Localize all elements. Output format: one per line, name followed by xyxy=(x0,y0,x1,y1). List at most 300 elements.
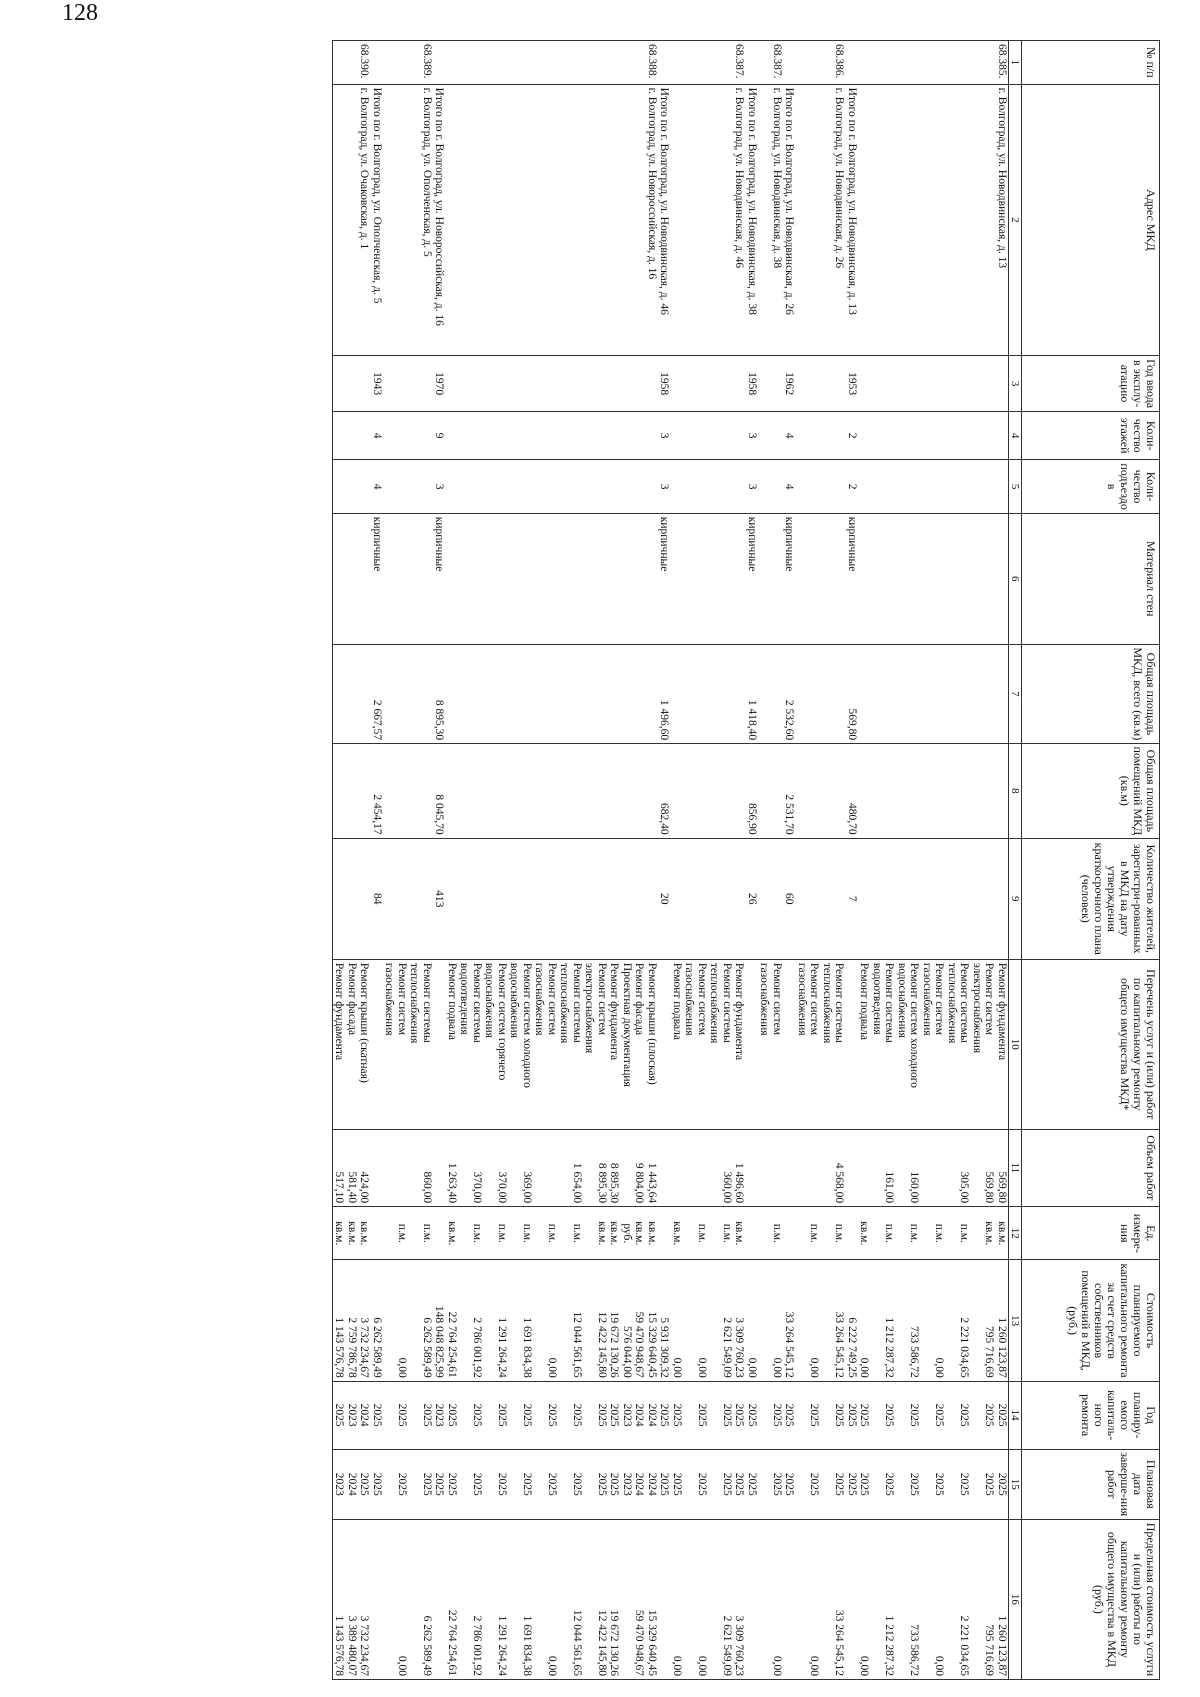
cell-c15: 2025 xyxy=(771,1449,784,1519)
cell-c12 xyxy=(408,1207,421,1260)
cell-c13: 0,00 xyxy=(808,1260,821,1381)
table-row xyxy=(346,41,359,1680)
cell-c10: Ремонт систем xyxy=(696,959,709,1129)
cell-c15: 2025 xyxy=(833,1449,846,1519)
cell-c6 xyxy=(633,513,646,644)
cell-c14: 2023 xyxy=(621,1381,634,1449)
cell-c2 xyxy=(858,84,871,356)
cell-c14: 2025 xyxy=(858,1381,871,1449)
cell-c14: 2025 xyxy=(658,1381,671,1449)
cell-c14 xyxy=(533,1381,546,1449)
cell-c15: 2025 xyxy=(446,1449,459,1519)
cell-c12: п.м. xyxy=(546,1207,559,1260)
cell-c1: 68.387. xyxy=(733,41,746,85)
cell-c13: 2 621 549,09 xyxy=(721,1260,734,1381)
cell-c7 xyxy=(546,644,559,743)
cell-c15 xyxy=(708,1449,721,1519)
cell-c14 xyxy=(383,1381,396,1449)
cell-c2 xyxy=(946,84,959,356)
cell-c13: 3 309 760,23 xyxy=(733,1260,746,1381)
cell-c3 xyxy=(421,356,434,412)
col-num-14: 14 xyxy=(1009,1381,1022,1449)
cell-c15 xyxy=(408,1449,421,1519)
cell-c8 xyxy=(796,744,809,839)
cell-c4: 3 xyxy=(658,411,671,459)
cell-c12: кв.м. xyxy=(633,1207,646,1260)
col-num-16: 16 xyxy=(1009,1519,1022,1679)
cell-c4 xyxy=(583,411,596,459)
cell-c8 xyxy=(521,744,534,839)
cell-c12 xyxy=(896,1207,909,1260)
table-row xyxy=(858,41,871,1680)
cell-c2 xyxy=(558,84,571,356)
cell-c14 xyxy=(583,1381,596,1449)
cell-c8 xyxy=(946,744,959,839)
cell-c9 xyxy=(633,838,646,959)
cell-c12: п.м. xyxy=(933,1207,946,1260)
cell-c7 xyxy=(383,644,396,743)
cell-c10 xyxy=(846,959,859,1129)
table-row xyxy=(896,41,909,1680)
cell-c15: 2025 xyxy=(471,1449,484,1519)
table-row xyxy=(796,41,809,1680)
cell-c14 xyxy=(946,1381,959,1449)
cell-c12: п.м. xyxy=(421,1207,434,1260)
table-row xyxy=(683,41,696,1680)
cell-c6: кирпичные xyxy=(746,513,759,644)
cell-c5 xyxy=(708,460,721,513)
table-row xyxy=(658,41,671,1680)
cell-c1 xyxy=(671,41,684,85)
cell-c1 xyxy=(896,41,909,85)
table-row xyxy=(733,41,746,1680)
cell-c6: кирпичные xyxy=(371,513,384,644)
cell-c6: кирпичные xyxy=(433,513,446,644)
cell-c15: 2025 xyxy=(433,1449,446,1519)
cell-c3 xyxy=(508,356,521,412)
table-row xyxy=(808,41,821,1680)
cell-c1 xyxy=(721,41,734,85)
cell-c7 xyxy=(396,644,409,743)
cell-c15: 2025 xyxy=(371,1449,384,1519)
cell-c12 xyxy=(971,1207,984,1260)
cell-c11 xyxy=(658,1129,671,1207)
cell-c10: Ремонт систем холодного xyxy=(908,959,921,1129)
cell-c8 xyxy=(708,744,721,839)
cell-c9: 26 xyxy=(746,838,759,959)
cell-c11 xyxy=(921,1129,934,1207)
table-row xyxy=(558,41,571,1680)
cell-c2 xyxy=(796,84,809,356)
cell-c15: 2025 xyxy=(671,1449,684,1519)
cell-c5 xyxy=(458,460,471,513)
cell-c1 xyxy=(883,41,896,85)
cell-c3 xyxy=(496,356,509,412)
cell-c15: 2024 xyxy=(646,1449,659,1519)
cell-c5 xyxy=(796,460,809,513)
cell-c6: кирпичные xyxy=(846,513,859,644)
cell-c16: 1 143 576,78 xyxy=(333,1519,346,1679)
cell-c7: 1 418,40 xyxy=(746,644,759,743)
cell-c6 xyxy=(546,513,559,644)
cell-c11: 517,10 xyxy=(333,1129,346,1207)
cell-c12 xyxy=(483,1207,496,1260)
cell-c9 xyxy=(946,838,959,959)
cell-c6 xyxy=(958,513,971,644)
cell-c6 xyxy=(946,513,959,644)
cell-c14: 2024 xyxy=(633,1381,646,1449)
cell-c10: газоснабжения xyxy=(921,959,934,1129)
cell-c1 xyxy=(571,41,584,85)
cell-c7 xyxy=(983,644,996,743)
cell-c15: 2025 xyxy=(883,1449,896,1519)
cell-c14 xyxy=(708,1381,721,1449)
table-row xyxy=(371,41,384,1680)
cell-c11: 569,80 xyxy=(996,1129,1009,1207)
cell-c6 xyxy=(758,513,771,644)
cell-c5 xyxy=(546,460,559,513)
cell-c11 xyxy=(808,1129,821,1207)
cell-c13: 0,00 xyxy=(746,1260,759,1381)
cell-c12 xyxy=(796,1207,809,1260)
cell-c16 xyxy=(383,1519,396,1679)
cell-c8 xyxy=(996,744,1009,839)
cell-c14: 2025 xyxy=(746,1381,759,1449)
cell-c14: 2025 xyxy=(996,1381,1009,1449)
cell-c16 xyxy=(558,1519,571,1679)
cell-c2 xyxy=(633,84,646,356)
cell-c10: газоснабжения xyxy=(758,959,771,1129)
cell-c10: водоснабжения xyxy=(896,959,909,1129)
cell-c1 xyxy=(921,41,934,85)
cell-c9 xyxy=(421,838,434,959)
cell-c1 xyxy=(608,41,621,85)
cell-c3 xyxy=(558,356,571,412)
cell-c4: 4 xyxy=(371,411,384,459)
cell-c11 xyxy=(708,1129,721,1207)
cell-c1 xyxy=(971,41,984,85)
cell-c13 xyxy=(708,1260,721,1381)
cell-c8: 682,40 xyxy=(658,744,671,839)
cell-c15 xyxy=(871,1449,884,1519)
cell-c6 xyxy=(858,513,871,644)
cell-c5 xyxy=(583,460,596,513)
cell-c11 xyxy=(896,1129,909,1207)
cell-c16: 2 621 549,09 xyxy=(721,1519,734,1679)
cell-c4 xyxy=(408,411,421,459)
cell-c16 xyxy=(621,1519,634,1679)
cell-c8 xyxy=(608,744,621,839)
cell-c10: Ремонт фасада xyxy=(346,959,359,1129)
cell-c12 xyxy=(458,1207,471,1260)
cell-c9 xyxy=(971,838,984,959)
cell-c12: п.м. xyxy=(908,1207,921,1260)
cell-c2 xyxy=(471,84,484,356)
cell-c7: 8 895,30 xyxy=(433,644,446,743)
cell-c12 xyxy=(433,1207,446,1260)
cell-c16: 12 422 145,80 xyxy=(596,1519,609,1679)
cell-c14: 2025 xyxy=(908,1381,921,1449)
cell-c14: 2025 xyxy=(983,1381,996,1449)
cell-c12: п.м. xyxy=(571,1207,584,1260)
col-num-8: 8 xyxy=(1009,744,1022,839)
cell-c2 xyxy=(983,84,996,356)
cell-c2: Итого по г. Волгоград, ул. Новодвинская, д. 46 xyxy=(658,84,671,356)
cell-c9 xyxy=(721,838,734,959)
table-row xyxy=(946,41,959,1680)
cell-c2 xyxy=(508,84,521,356)
header-c14: Год планиру-емого капиталь-ного ремонта xyxy=(1022,1381,1160,1449)
cell-c2 xyxy=(821,84,834,356)
cell-c8 xyxy=(546,744,559,839)
cell-c14: 2025 xyxy=(808,1381,821,1449)
cell-c9 xyxy=(646,838,659,959)
header-c15: Плановая дата заверше-ния работ xyxy=(1022,1449,1160,1519)
header-c5: Коли-чество подъездо в xyxy=(1022,460,1160,513)
cell-c4 xyxy=(333,411,346,459)
cell-c2 xyxy=(808,84,821,356)
cell-c5 xyxy=(683,460,696,513)
cell-c5 xyxy=(496,460,509,513)
cell-c14: 2025 xyxy=(721,1381,734,1449)
cell-c14: 2025 xyxy=(733,1381,746,1449)
table-row xyxy=(621,41,634,1680)
cell-c16 xyxy=(758,1519,771,1679)
cell-c7 xyxy=(508,644,521,743)
cell-c4 xyxy=(508,411,521,459)
col-num-11: 11 xyxy=(1009,1129,1022,1207)
cell-c16: 3 389 480,07 xyxy=(346,1519,359,1679)
cell-c15: 2025 xyxy=(721,1449,734,1519)
cell-c15 xyxy=(821,1449,834,1519)
col-num-7: 7 xyxy=(1009,644,1022,743)
cell-c1 xyxy=(633,41,646,85)
cell-c11 xyxy=(746,1129,759,1207)
cell-c11 xyxy=(558,1129,571,1207)
cell-c8 xyxy=(633,744,646,839)
cell-c8 xyxy=(808,744,821,839)
cell-c13: 1 260 123,87 xyxy=(996,1260,1009,1381)
cell-c11: 9 804,00 xyxy=(633,1129,646,1207)
cell-c11: 8 895,30 xyxy=(608,1129,621,1207)
cell-c7: 2 532,60 xyxy=(783,644,796,743)
cell-c6 xyxy=(896,513,909,644)
cell-c5 xyxy=(733,460,746,513)
cell-c16: 19 672 130,26 xyxy=(608,1519,621,1679)
cell-c14 xyxy=(796,1381,809,1449)
cell-c4 xyxy=(496,411,509,459)
cell-c14: 2025 xyxy=(471,1381,484,1449)
cell-c3 xyxy=(458,356,471,412)
header-c11: Объем работ xyxy=(1022,1129,1160,1207)
col-num-2: 2 xyxy=(1009,84,1022,356)
cell-c11: 1 263,40 xyxy=(446,1129,459,1207)
cell-c6 xyxy=(458,513,471,644)
cell-c8 xyxy=(971,744,984,839)
cell-c4 xyxy=(896,411,909,459)
cell-c6 xyxy=(871,513,884,644)
cell-c4 xyxy=(571,411,584,459)
cell-c6 xyxy=(646,513,659,644)
cell-c7 xyxy=(421,644,434,743)
cell-c2 xyxy=(908,84,921,356)
cell-c2 xyxy=(333,84,346,356)
cell-c10: Ремонт фасада xyxy=(633,959,646,1129)
header-c3: Год ввода в эксплу-атацию xyxy=(1022,356,1160,412)
cell-c5 xyxy=(346,460,359,513)
header-c2: Адрес МКД xyxy=(1022,84,1160,356)
cell-c13: 0,00 xyxy=(396,1260,409,1381)
cell-c2 xyxy=(408,84,421,356)
cell-c4 xyxy=(608,411,621,459)
cell-c10: теплоснабжения xyxy=(558,959,571,1129)
table-row xyxy=(483,41,496,1680)
cell-c9 xyxy=(533,838,546,959)
cell-c8 xyxy=(733,744,746,839)
cell-c2: г. Волгоград, ул. Новодвинская, д. 46 xyxy=(733,84,746,356)
cell-c14 xyxy=(458,1381,471,1449)
cell-c8 xyxy=(508,744,521,839)
cell-c7 xyxy=(908,644,921,743)
cell-c15 xyxy=(583,1449,596,1519)
cell-c4 xyxy=(958,411,971,459)
cell-c11 xyxy=(696,1129,709,1207)
cell-c15: 2025 xyxy=(596,1449,609,1519)
cell-c3 xyxy=(396,356,409,412)
cell-c6 xyxy=(571,513,584,644)
cell-c5 xyxy=(833,460,846,513)
cell-c4 xyxy=(446,411,459,459)
cell-c8 xyxy=(571,744,584,839)
cell-c12 xyxy=(846,1207,859,1260)
cell-c7 xyxy=(721,644,734,743)
cell-c5 xyxy=(471,460,484,513)
cell-c16 xyxy=(783,1519,796,1679)
table-row xyxy=(458,41,471,1680)
cell-c5 xyxy=(621,460,634,513)
cell-c12 xyxy=(946,1207,959,1260)
cell-c15 xyxy=(558,1449,571,1519)
cell-c16 xyxy=(921,1519,934,1679)
cell-c4 xyxy=(683,411,696,459)
cell-c9 xyxy=(958,838,971,959)
cell-c1 xyxy=(696,41,709,85)
cell-c1 xyxy=(408,41,421,85)
cell-c7: 2 667,57 xyxy=(371,644,384,743)
cell-c3 xyxy=(333,356,346,412)
cell-c2 xyxy=(446,84,459,356)
table-row xyxy=(471,41,484,1680)
cell-c11: 569,80 xyxy=(983,1129,996,1207)
cell-c5 xyxy=(396,460,409,513)
table-row xyxy=(446,41,459,1680)
cell-c7 xyxy=(558,644,571,743)
cell-c7 xyxy=(946,644,959,743)
cell-c10: Ремонт систем xyxy=(808,959,821,1129)
cell-c1 xyxy=(396,41,409,85)
cell-c10: Ремонт систем xyxy=(596,959,609,1129)
cell-c1 xyxy=(783,41,796,85)
cell-c12: кв.м. xyxy=(608,1207,621,1260)
cell-c5 xyxy=(383,460,396,513)
cell-c4 xyxy=(483,411,496,459)
cell-c14: 2025 xyxy=(846,1381,859,1449)
cell-c16 xyxy=(796,1519,809,1679)
cell-c14 xyxy=(896,1381,909,1449)
cell-c2 xyxy=(521,84,534,356)
cell-c5 xyxy=(871,460,884,513)
cell-c3 xyxy=(921,356,934,412)
cell-c16 xyxy=(458,1519,471,1679)
cell-c9 xyxy=(483,838,496,959)
cell-c5 xyxy=(896,460,909,513)
cell-c14: 2025 xyxy=(421,1381,434,1449)
cell-c6: кирпичные xyxy=(783,513,796,644)
cell-c5 xyxy=(521,460,534,513)
cell-c9 xyxy=(671,838,684,959)
rotated-table-container xyxy=(80,40,1160,1680)
cell-c12: п.м. xyxy=(696,1207,709,1260)
cell-c10: газоснабжения xyxy=(383,959,396,1129)
cell-c2 xyxy=(596,84,609,356)
cell-c7 xyxy=(871,644,884,743)
cell-c2 xyxy=(683,84,696,356)
cell-c2 xyxy=(533,84,546,356)
cell-c4 xyxy=(471,411,484,459)
cell-c4 xyxy=(758,411,771,459)
cell-c7 xyxy=(471,644,484,743)
cell-c13: 1 291 264,24 xyxy=(496,1260,509,1381)
cell-c12: п.м. xyxy=(521,1207,534,1260)
cell-c4 xyxy=(533,411,546,459)
cell-c9 xyxy=(596,838,609,959)
cell-c13: 3 732 234,67 xyxy=(358,1260,371,1381)
cell-c6 xyxy=(608,513,621,644)
cell-c3 xyxy=(646,356,659,412)
cell-c9 xyxy=(508,838,521,959)
cell-c6 xyxy=(396,513,409,644)
cell-c9 xyxy=(683,838,696,959)
cell-c15: 2025 xyxy=(858,1449,871,1519)
cell-c15 xyxy=(946,1449,959,1519)
cell-c2 xyxy=(921,84,934,356)
cell-c16 xyxy=(433,1519,446,1679)
table-row xyxy=(358,41,371,1680)
cell-c11 xyxy=(546,1129,559,1207)
cell-c6 xyxy=(683,513,696,644)
cell-c7 xyxy=(933,644,946,743)
cell-c6 xyxy=(383,513,396,644)
cell-c8 xyxy=(471,744,484,839)
cell-c1 xyxy=(558,41,571,85)
cell-c8 xyxy=(621,744,634,839)
table-row xyxy=(871,41,884,1680)
cell-c7 xyxy=(458,644,471,743)
cell-c10: Ремонт фундамента xyxy=(333,959,346,1129)
cell-c10 xyxy=(433,959,446,1129)
cell-c3 xyxy=(958,356,971,412)
cell-c12: кв.м. xyxy=(671,1207,684,1260)
table-row xyxy=(721,41,734,1680)
cell-c7 xyxy=(958,644,971,743)
cell-c2 xyxy=(671,84,684,356)
cell-c15 xyxy=(683,1449,696,1519)
cell-c14: 2025 xyxy=(571,1381,584,1449)
cell-c9 xyxy=(358,838,371,959)
cell-c9 xyxy=(521,838,534,959)
cell-c3 xyxy=(671,356,684,412)
cell-c8 xyxy=(758,744,771,839)
